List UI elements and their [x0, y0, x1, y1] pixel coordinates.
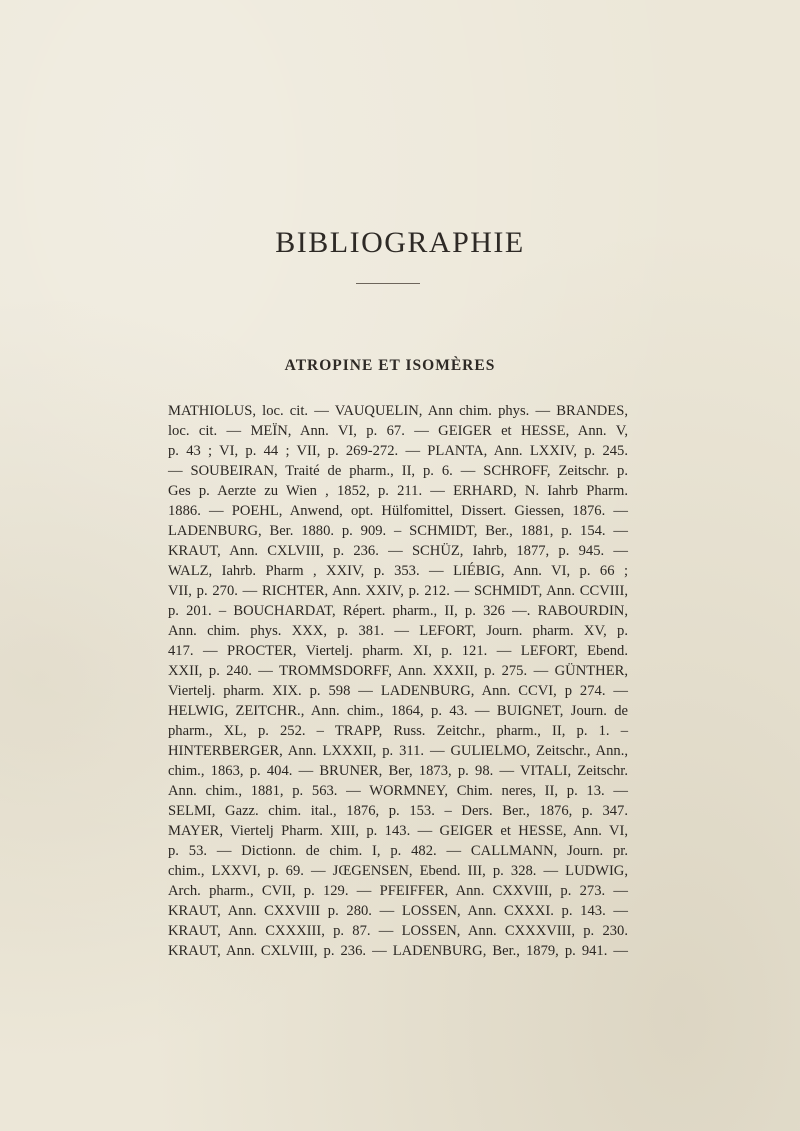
bibliography-line: HINTERBERGER, Ann. LXXXII, p. 311. — GULIELMO, Zeitschr., Ann.,	[168, 743, 628, 759]
bibliography-line: MATHIOLUS, loc. cit. — VAUQUELIN, Ann chim. phys. — BRANDES,	[168, 403, 628, 419]
title-divider	[356, 283, 420, 284]
bibliography-line: p. 201. – BOUCHARDAT, Répert. pharm., II, p. 326 —. RABOURDIN,	[168, 603, 628, 619]
bibliography-block	[168, 401, 628, 961]
bibliography-line: KRAUT, Ann. CXXVIII p. 280. — LOSSEN, Ann. CXXXI. p. 143. —	[168, 903, 628, 919]
bibliography-line: p. 43 ; VI, p. 44 ; VII, p. 269-272. — PLANTA, Ann. LXXIV, p. 245.	[168, 443, 628, 459]
bibliography-line: Ges p. Aerzte zu Wien , 1852, p. 211. — ERHARD, N. Iahrb Pharm.	[168, 483, 628, 499]
bibliography-line: SELMI, Gazz. chim. ital., 1876, p. 153. – Ders. Ber., 1876, p. 347.	[168, 803, 628, 819]
bibliography-line: loc. cit. — MEÏN, Ann. VI, p. 67. — GEIGER et HESSE, Ann. V,	[168, 423, 628, 439]
bibliography-line: Ann. chim., 1881, p. 563. — WORMNEY, Chim. neres, II, p. 13. —	[168, 783, 628, 799]
bibliography-line: Ann. chim. phys. XXX, p. 381. — LEFORT, Journ. pharm. XV, p.	[168, 623, 628, 639]
bibliography-line: VII, p. 270. — RICHTER, Ann. XXIV, p. 212. — SCHMIDT, Ann. CCVIII,	[168, 583, 628, 599]
bibliography-line: MAYER, Viertelj Pharm. XIII, p. 143. — GEIGER et HESSE, Ann. VI,	[168, 823, 628, 839]
bibliography-line: WALZ, Iahrb. Pharm , XXIV, p. 353. — LIÉBIG, Ann. VI, p. 66 ;	[168, 563, 628, 579]
section-heading: ATROPINE ET ISOMÈRES	[284, 357, 496, 374]
bibliography-line: Arch. pharm., CVII, p. 129. — PFEIFFER, Ann. CXXVIII, p. 273. —	[168, 883, 628, 899]
bibliography-line: KRAUT, Ann. CXXXIII, p. 87. — LOSSEN, Ann. CXXXVIII, p. 230.	[168, 923, 628, 939]
bibliography-line: p. 53. — Dictionn. de chim. I, p. 482. — CALLMANN, Journ. pr.	[168, 843, 628, 859]
bibliography-line: Viertelj. pharm. XIX. p. 598 — LADENBURG, Ann. CCVI, p 274. —	[168, 683, 628, 699]
bibliography-line: — SOUBEIRAN, Traité de pharm., II, p. 6. — SCHROFF, Zeitschr. p.	[168, 463, 628, 479]
bibliography-line: LADENBURG, Ber. 1880. p. 909. – SCHMIDT, Ber., 1881, p. 154. —	[168, 523, 628, 539]
bibliography-line: HELWIG, ZEITCHR., Ann. chim., 1864, p. 43. — BUIGNET, Journ. de	[168, 703, 628, 719]
bibliography-line: chim., LXXVI, p. 69. — JŒGENSEN, Ebend. III, p. 328. — LUDWIG,	[168, 863, 628, 879]
page-title: BIBLIOGRAPHIE	[275, 226, 525, 259]
bibliography-line: KRAUT, Ann. CXLVIII, p. 236. — LADENBURG, Ber., 1879, p. 941. —	[168, 943, 628, 959]
bibliography-line: chim., 1863, p. 404. — BRUNER, Ber, 1873, p. 98. — VITALI, Zeitschr.	[168, 763, 628, 779]
bibliography-line: KRAUT, Ann. CXLVIII, p. 236. — SCHÜZ, Iahrb, 1877, p. 945. —	[168, 543, 628, 559]
bibliography-line: 1886. — POEHL, Anwend, opt. Hülfomittel, Dissert. Giessen, 1876. —	[168, 503, 628, 519]
bibliography-line: XXII, p. 240. — TROMMSDORFF, Ann. XXXII, p. 275. — GÜNTHER,	[168, 663, 628, 679]
bibliography-line: 417. — PROCTER, Viertelj. pharm. XI, p. 121. — LEFORT, Ebend.	[168, 643, 628, 659]
bibliography-line: pharm., XL, p. 252. – TRAPP, Russ. Zeitchr., pharm., II, p. 1. –	[168, 723, 628, 739]
